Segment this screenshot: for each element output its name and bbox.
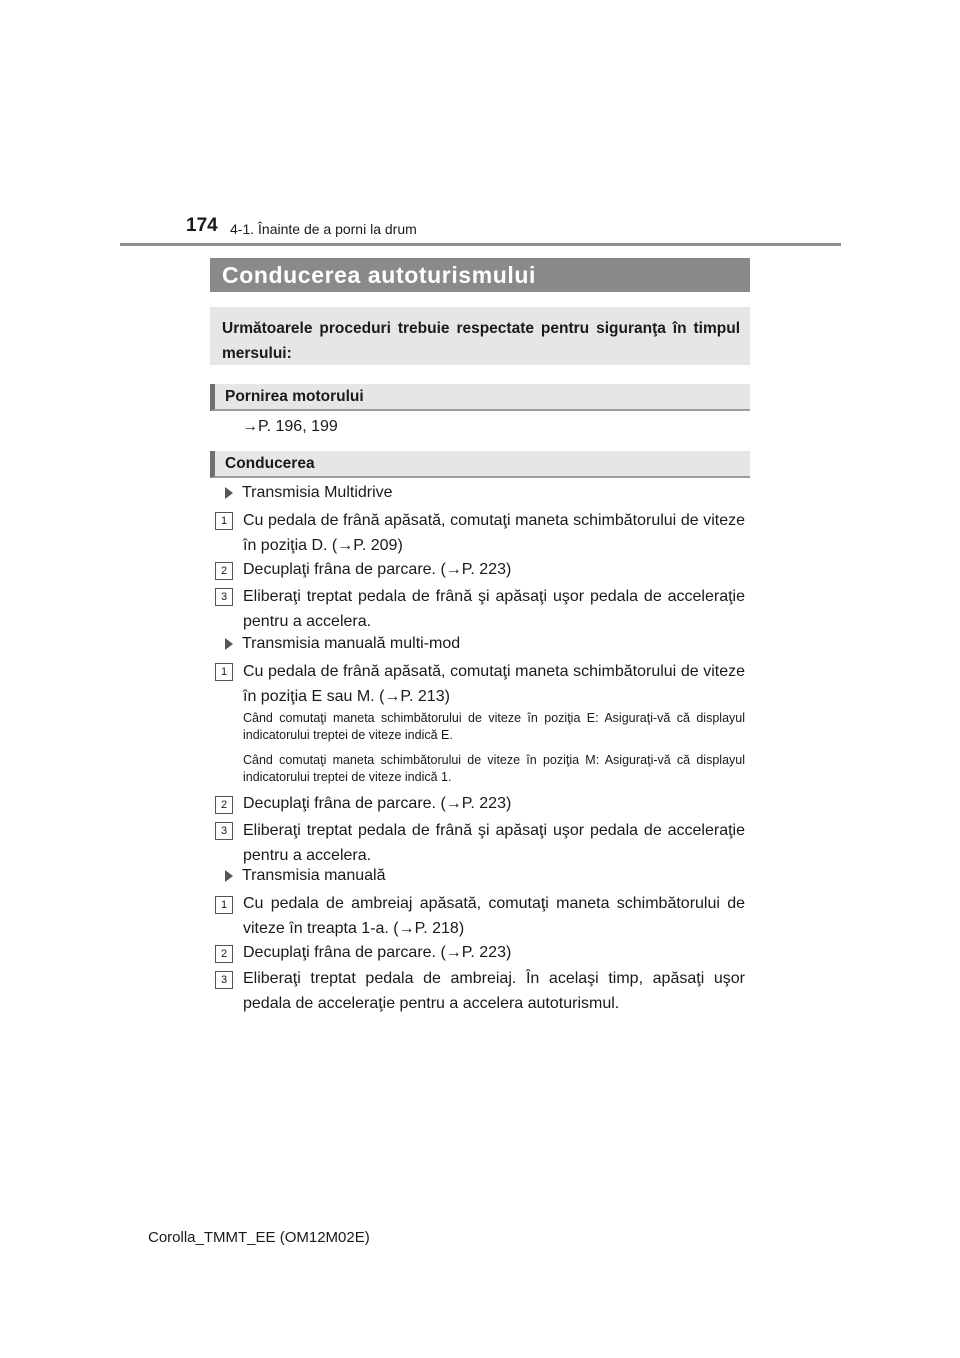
step-text: Decuplaţi frâna de parcare. (→P. 223)	[243, 944, 512, 961]
step-number: 2	[215, 796, 233, 814]
step-number: 3	[215, 822, 233, 840]
step-number: 1	[215, 663, 233, 681]
step-number: 1	[215, 512, 233, 530]
step-text: Cu pedala de frână apăsată, comutaţi maneta schimbătorului de viteze în poziţia E sau M. (→P. 213)	[243, 663, 745, 705]
triangle-bullet-icon	[225, 870, 233, 882]
page-number: 174	[186, 215, 218, 236]
header-divider	[120, 243, 841, 246]
step-number: 3	[215, 971, 233, 989]
step-text: Eliberaţi treptat pedala de frână şi apăsaţi uşor pedala de acceleraţie pentru a accelera.	[243, 588, 745, 630]
section-heading-engine: Pornirea motorului	[210, 384, 750, 411]
step-number: 1	[215, 896, 233, 914]
transmission-label: Transmisia manuală multi-mod	[242, 635, 461, 652]
step-text: Cu pedala de ambreiaj apăsată, comutaţi maneta schimbătorului de viteze în treapta 1-a. (→P. 218)	[243, 895, 745, 937]
page-title: Conducerea autoturismului	[210, 258, 750, 292]
transmission-label: Transmisia Multidrive	[242, 484, 393, 501]
chapter-heading: 4-1. Înainte de a porni la drum	[230, 221, 417, 237]
step-text: Decuplaţi frâna de parcare. (→P. 223)	[243, 561, 512, 578]
note-text: Când comutaţi maneta schimbătorului de viteze în poziţia E: Asiguraţi-vă că displayul indicatorului treptei de viteze indică E.	[243, 711, 745, 742]
intro-text: Următoarele proceduri trebuie respectate pentru siguranţa în timpul mersului:	[210, 307, 750, 365]
triangle-bullet-icon	[225, 487, 233, 499]
step-text: Eliberaţi treptat pedala de ambreiaj. În acelaşi timp, apăsaţi uşor pedala de acceleraţie pentru a accelera autoturismul.	[243, 970, 745, 1012]
section-heading-driving: Conducerea	[210, 451, 750, 478]
note-text: Când comutaţi maneta schimbătorului de viteze în poziţia M: Asiguraţi-vă că displayul indicatorului treptei de viteze indică 1.	[243, 753, 745, 784]
transmission-multidrive	[225, 484, 393, 502]
step-number: 2	[215, 945, 233, 963]
step-text: Cu pedala de frână apăsată, comutaţi maneta schimbătorului de viteze în poziţia D. (→P. 209)	[243, 512, 745, 554]
step-text: Decuplaţi frâna de parcare. (→P. 223)	[243, 795, 512, 812]
triangle-bullet-icon	[225, 638, 233, 650]
document-code: Corolla_TMMT_EE (OM12M02E)	[148, 1229, 370, 1246]
engine-page-reference: →P. 196, 199	[242, 418, 338, 435]
step-number: 2	[215, 562, 233, 580]
transmission-label: Transmisia manuală	[242, 867, 386, 884]
transmission-manual	[225, 867, 385, 885]
step-text: Eliberaţi treptat pedala de frână şi apăsaţi uşor pedala de acceleraţie pentru a accelera.	[243, 822, 745, 864]
transmission-multimode	[225, 635, 460, 653]
step-number: 3	[215, 588, 233, 606]
